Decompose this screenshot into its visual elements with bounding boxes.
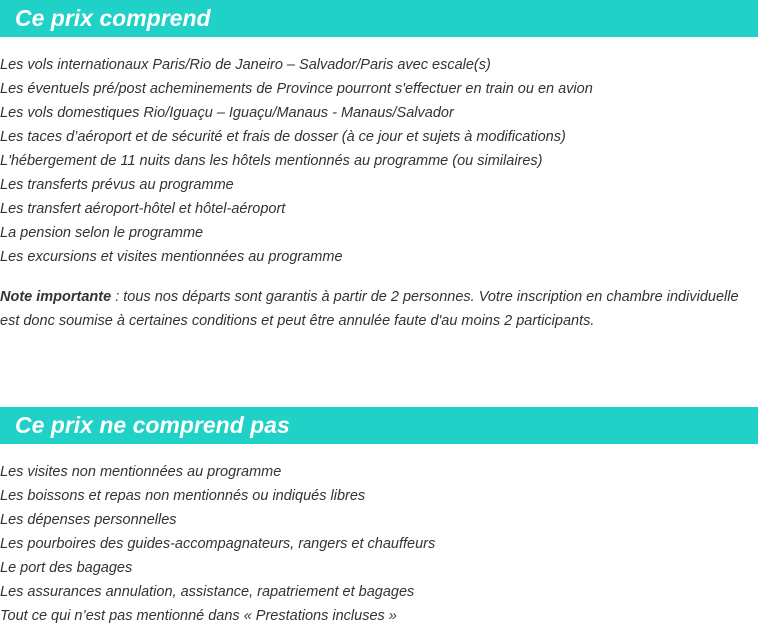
- note-label: Note importante: [0, 289, 112, 305]
- list-item: Les dépenses personnelles: [0, 512, 177, 528]
- list-item: Le port des bagages: [0, 560, 133, 576]
- excludes-title: Ce prix ne comprend pas: [15, 412, 290, 438]
- includes-title: Ce prix comprend: [15, 5, 211, 31]
- list-item: Les pourboires des guides-accompagnateurs, rangers et chauffeurs: [0, 536, 436, 552]
- list-item: La pension selon le programme: [0, 225, 204, 241]
- excludes-list: [0, 460, 435, 628]
- list-item: Les taces d’aéroport et de sécurité et frais de dosser (à ce jour et sujets à modifications): [0, 129, 566, 145]
- list-item: Tout ce qui n’est pas mentionné dans « Prestations incluses »: [0, 608, 397, 624]
- list-item: Les assurances annulation, assistance, rapatriement et bagages: [0, 584, 415, 600]
- list-item: Les visites non mentionnées au programme: [0, 464, 282, 480]
- list-item: Les éventuels pré/post acheminements de Province pourront s'effectuer en train ou en avion: [0, 81, 593, 97]
- list-item: Les vols domestiques Rio/Iguaçu – Iguaçu/Manaus - Manaus/Salvador: [0, 105, 454, 121]
- list-item: Les vols internationaux Paris/Rio de Janeiro – Salvador/Paris avec escale(s): [0, 57, 491, 73]
- list-item: Les transfert aéroport-hôtel et hôtel-aéroport: [0, 201, 286, 217]
- important-note: [0, 285, 752, 333]
- list-item: Les excursions et visites mentionnées au programme: [0, 249, 343, 265]
- includes-list: [0, 53, 593, 269]
- list-item: Les transferts prévus au programme: [0, 177, 234, 193]
- includes-header: [0, 0, 758, 37]
- list-item: L'hébergement de 11 nuits dans les hôtels mentionnés au programme (ou similaires): [0, 153, 543, 169]
- excludes-header: [0, 407, 758, 444]
- note-text: : tous nos départs sont garantis à partir de 2 personnes. Votre inscription en chambre individuelle est donc soumise à certaines conditions et peut être annulée faute d'au moins 2 participants.: [0, 289, 739, 329]
- list-item: Les boissons et repas non mentionnés ou indiqués libres: [0, 488, 366, 504]
